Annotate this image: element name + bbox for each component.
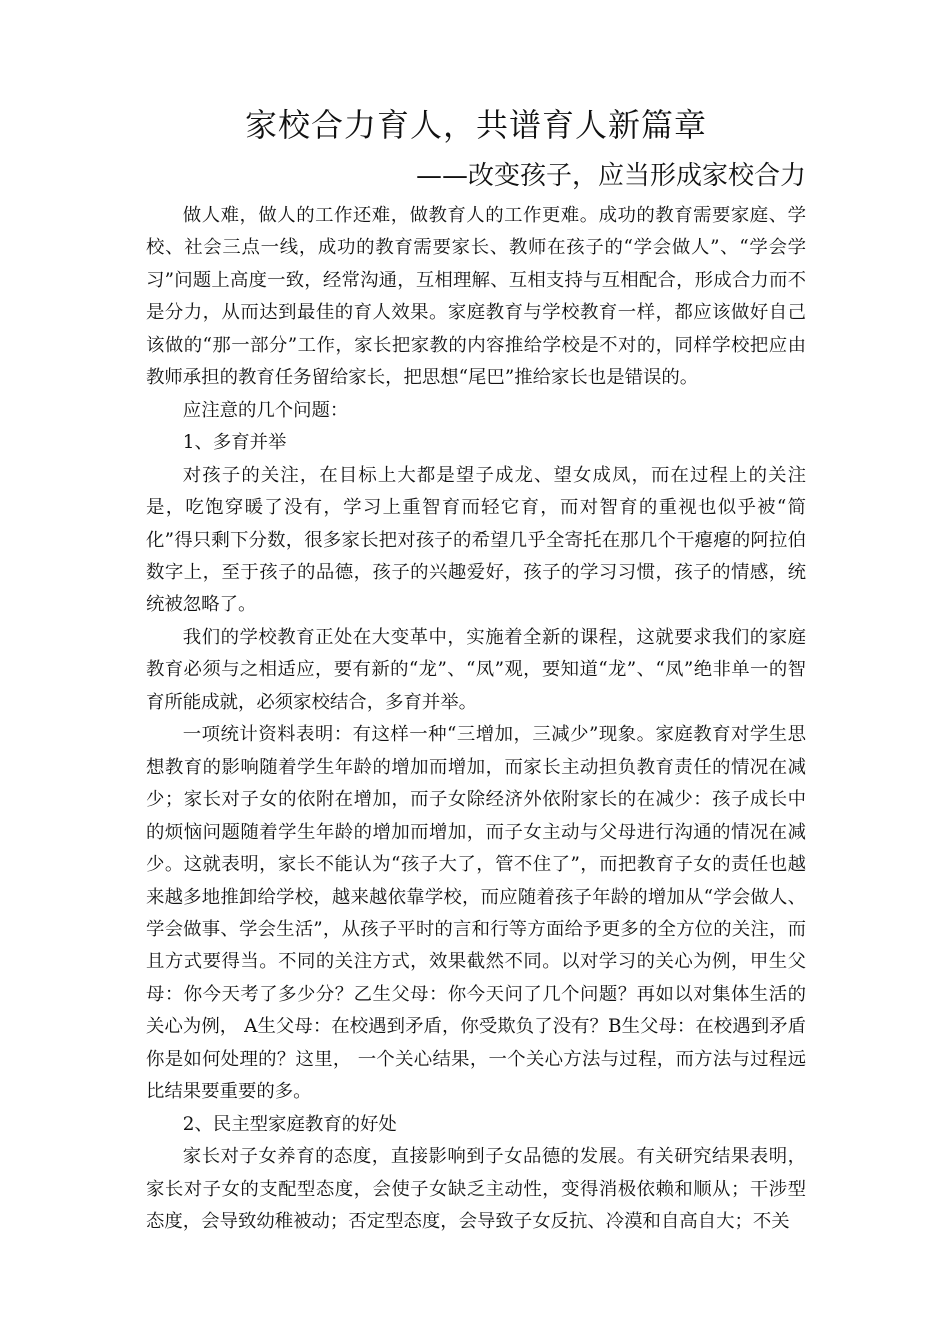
section-heading-2: 2、民主型家庭教育的好处 <box>182 1113 397 1135</box>
paragraph-issues-heading: 应注意的几个问题： <box>182 399 349 421</box>
paragraph-intro: 做人难，做人的工作还难，做教育人的工作更难。成功的教育需要家庭、学校、社会三点一线，成功的教育需要家长、教师在孩子的“学会做人”、“学会学习”问题上高度一致，经常沟通，互相理解、互相支持与互相配合，形成合力而不是分力，从而达到最佳的育人效果。家庭教育与学校教育一样，都应该做好自己该做的“那一部分”工作，家长把家教的内容推给学校是不对的，同样学校把应由教师承担的教育任务留给家长，把思想“尾巴”推给家长也是错误的。 <box>146 205 806 389</box>
paragraph: 我们的学校教育正处在大变革中，实施着全新的课程，这就要求我们的家庭教育必须与之相适应，要有新的“龙”、“凤”观，要知道“龙”、“凤”绝非单一的智育所能成就，必须家校结合，多育并举。 <box>146 626 806 713</box>
document-subtitle: ——改变孩子，应当形成家校合力 <box>415 161 806 191</box>
section-heading-1: 1、多育并举 <box>182 432 287 454</box>
paragraph: 家长对子女养育的态度，直接影响到子女品德的发展。有关研究结果表明，家长对子女的支配型态度，会使子女缺乏主动性，变得消极依赖和顺从；干涉型态度，会导致幼稚被动；否定型态度，会导致子女反抗、冷漠和自高自大；不关 <box>146 1146 806 1233</box>
document-page <box>146 96 806 1239</box>
document-title: 家校合力育人，共谱育人新篇章 <box>244 106 707 144</box>
paragraph: 一项统计资料表明：有这样一种“三增加，三减少”现象。家庭教育对学生思想教育的影响随着学生年龄的增加而增加，而家长主动担负教育责任的情况在减少；家长对子女的依附在增加，而子女除经济外依附家长的在减少：孩子成长中的烦恼问题随着学生年龄的增加而增加，而子女主动与父母进行沟通的情况在减少。这就表明，家长不能认为“孩子大了，管不住了”，而把教育子女的责任也越来越多地推卸给学校，越来越依靠学校，而应随着孩子年龄的增加从“学会做人、学会做事、学会生活”，从孩子平时的言和行等方面给予更多的全方位的关注，而且方式要得当。不同的关注方式，效果截然不同。以对学习的关心为例，甲生父母：你今天考了多少分？乙生父母：你今天问了几个问题？再如以对集体生活的关心为例， A生父母：在校遇到矛盾，你受欺负了没有？B生父母：在校遇到矛盾你是如何处理的？这里， 一个关心结果，一个关心方法与过程，而方法与过程远比结果要重要的多。 <box>146 724 806 1103</box>
document-body <box>146 200 806 1239</box>
paragraph: 对孩子的关注，在目标上大都是望子成龙、望女成凤，而在过程上的关注是，吃饱穿暖了没有，学习上重智育而轻它育，而对智育的重视也似乎被“简化”得只剩下分数，很多家长把对孩子的希望几乎全寄托在那几个干瘪瘪的阿拉伯数字上，至于孩子的品德，孩子的兴趣爱好，孩子的学习习惯，孩子的情感，统统被忽略了。 <box>146 464 806 616</box>
